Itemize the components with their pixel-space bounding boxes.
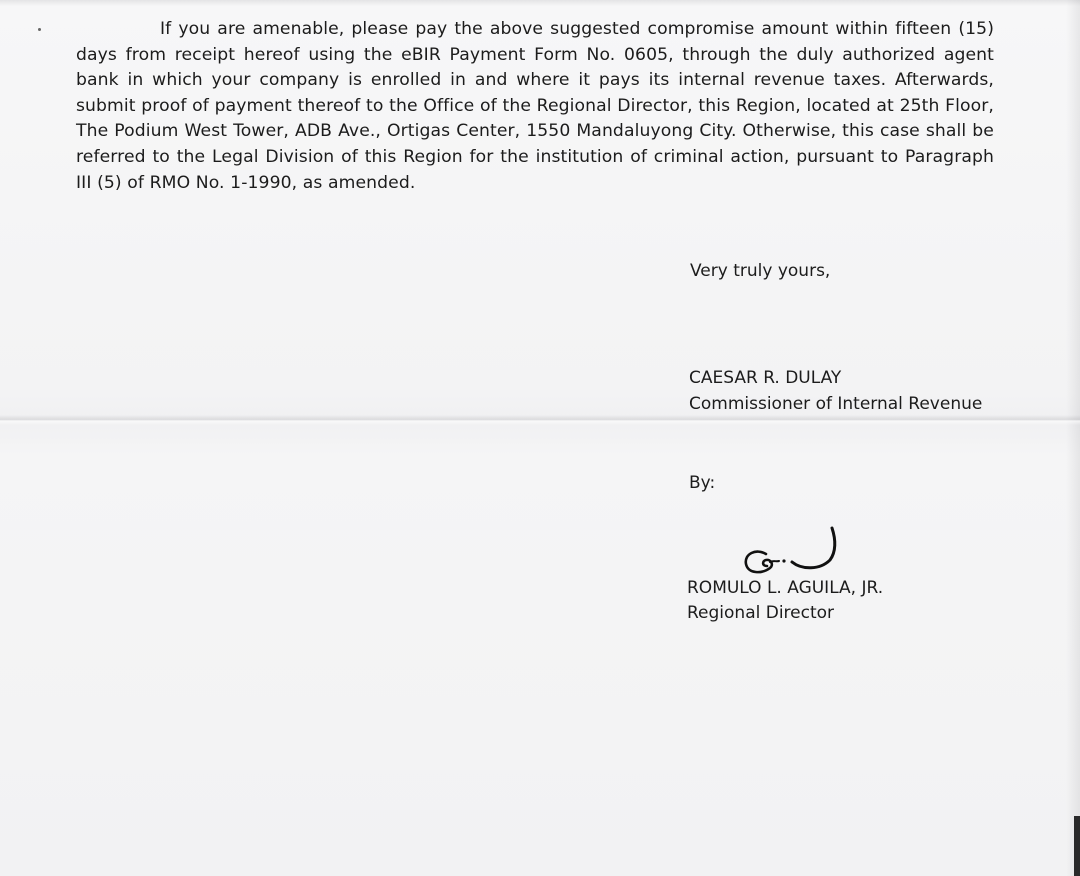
scan-right-edge (1066, 0, 1080, 876)
delegate-title: Regional Director (687, 603, 835, 623)
letter-body-paragraph: If you are amenable, please pay the above suggested compromise amount within fifteen (15) days from receipt hereof using the eBIR Payment Form No. 0605, through the duly authorized agent bank in which your company is enrolled in and where it pays its internal revenue taxes. Afterwards, submit proof of payment thereof to the Office of the Regional Director, this Region, located at 25th Floor, The Podium West Tower, ADB Ave., Ortigas Center, 1550 Mandaluyong City. Otherwise, this case shall be referred to the Legal Division of this Region for the institution of criminal action, pursuant to Paragraph III (5) of RMO No. 1-1990, as amended. (76, 19, 994, 193)
paper-fold-line (0, 415, 1080, 425)
handwritten-signature (740, 524, 850, 580)
scan-corner-shadow (1074, 816, 1080, 876)
scan-speck (38, 28, 41, 31)
by-label: By: (689, 473, 716, 493)
delegate-name: ROMULO L. AGUILA, JR. (687, 578, 884, 598)
scan-top-edge (0, 0, 1080, 6)
signatory-title: Commissioner of Internal Revenue (689, 394, 983, 414)
signatory-name: CAESAR R. DULAY (689, 368, 842, 388)
letter-closing: Very truly yours, (690, 261, 831, 281)
